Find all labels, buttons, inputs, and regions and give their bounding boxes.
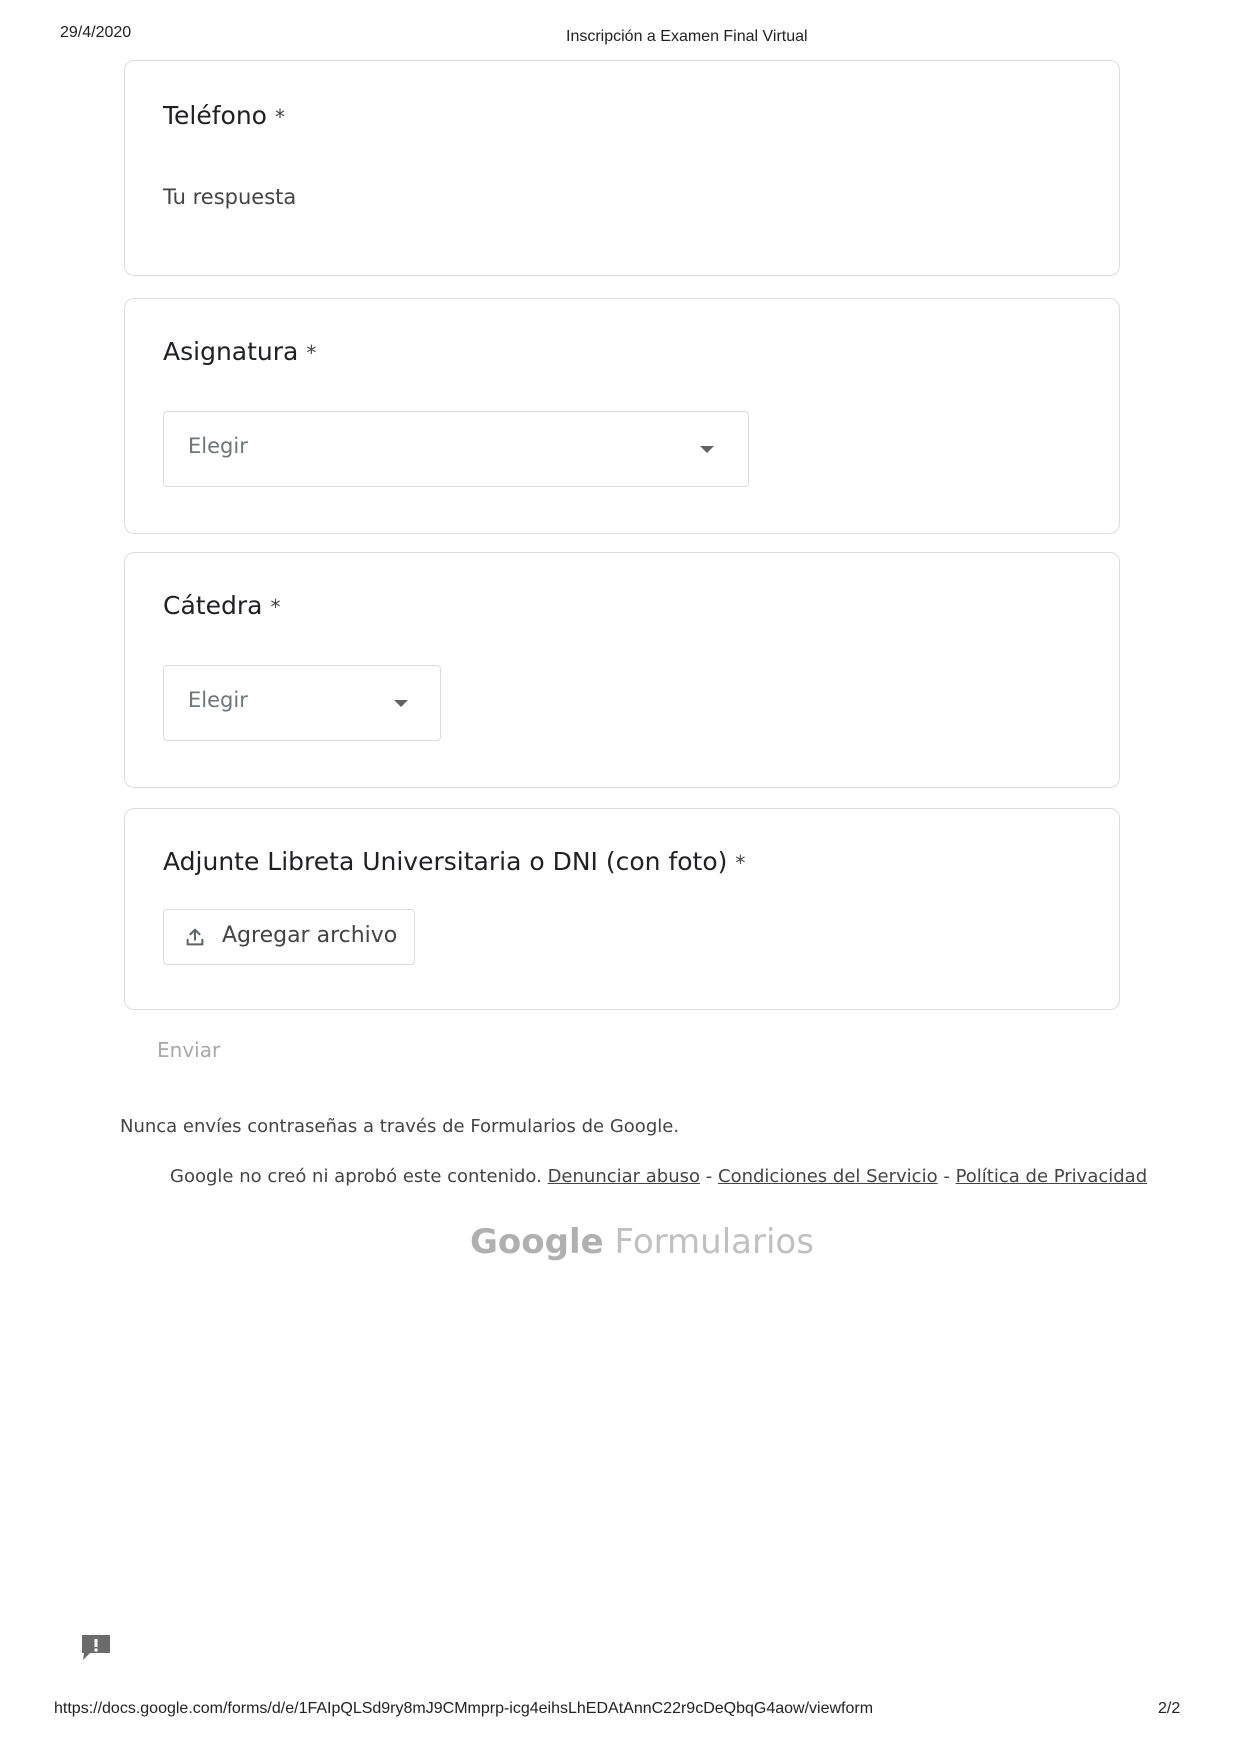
logo-product-text: Formularios [614, 1222, 814, 1262]
disclaimer-text: Google no creó ni aprobó este contenido. [170, 1166, 542, 1187]
telefono-input[interactable]: Tu respuesta [163, 185, 297, 209]
required-marker: * [735, 851, 746, 875]
disclaimer [170, 1166, 1147, 1187]
question-card-catedra [124, 552, 1120, 788]
chevron-down-icon [394, 700, 408, 707]
upload-icon [184, 926, 206, 948]
google-forms-logo[interactable] [470, 1222, 814, 1262]
question-title-text: Adjunte Libreta Universitaria o DNI (con foto) [163, 847, 728, 876]
print-page-number: 2/2 [1158, 1700, 1181, 1717]
required-marker: * [306, 341, 317, 365]
required-marker: * [270, 595, 281, 619]
chevron-down-icon [700, 446, 714, 453]
add-file-button[interactable] [163, 909, 415, 965]
print-page-title: Inscripción a Examen Final Virtual [566, 28, 808, 45]
select-value: Elegir [188, 434, 248, 458]
question-title [163, 337, 316, 366]
question-title [163, 591, 280, 620]
question-card-asignatura [124, 298, 1120, 534]
asignatura-select[interactable] [163, 411, 749, 487]
select-value: Elegir [188, 688, 248, 712]
question-card-adjunte [124, 808, 1120, 1010]
print-url: https://docs.google.com/forms/d/e/1FAIpQLSd9ry8mJ9CMmprp-icg4eihsLhEDAtAnnC22r9cDeQbqG4aow/viewform [54, 1700, 874, 1717]
question-title [163, 101, 285, 130]
catedra-select[interactable] [163, 665, 441, 741]
privacy-link[interactable]: Política de Privacidad [955, 1166, 1148, 1187]
submit-button[interactable]: Enviar [157, 1038, 221, 1062]
question-title-text: Cátedra [163, 591, 263, 620]
terms-link[interactable]: Condiciones del Servicio [718, 1166, 938, 1187]
required-marker: * [274, 105, 285, 129]
password-warning: Nunca envíes contraseñas a través de Formularios de Google. [120, 1116, 680, 1137]
print-date: 29/4/2020 [60, 24, 132, 41]
separator: - [705, 1166, 713, 1187]
report-problem-icon[interactable] [80, 1633, 112, 1661]
separator: - [943, 1166, 950, 1187]
question-card-telefono [124, 60, 1120, 276]
report-abuse-link[interactable]: Denunciar abuso [547, 1166, 701, 1187]
question-title [163, 847, 745, 876]
question-title-text: Asignatura [163, 337, 299, 366]
question-title-text: Teléfono [163, 101, 267, 130]
add-file-label: Agregar archivo [222, 923, 398, 948]
logo-google-text: Google [470, 1222, 604, 1262]
